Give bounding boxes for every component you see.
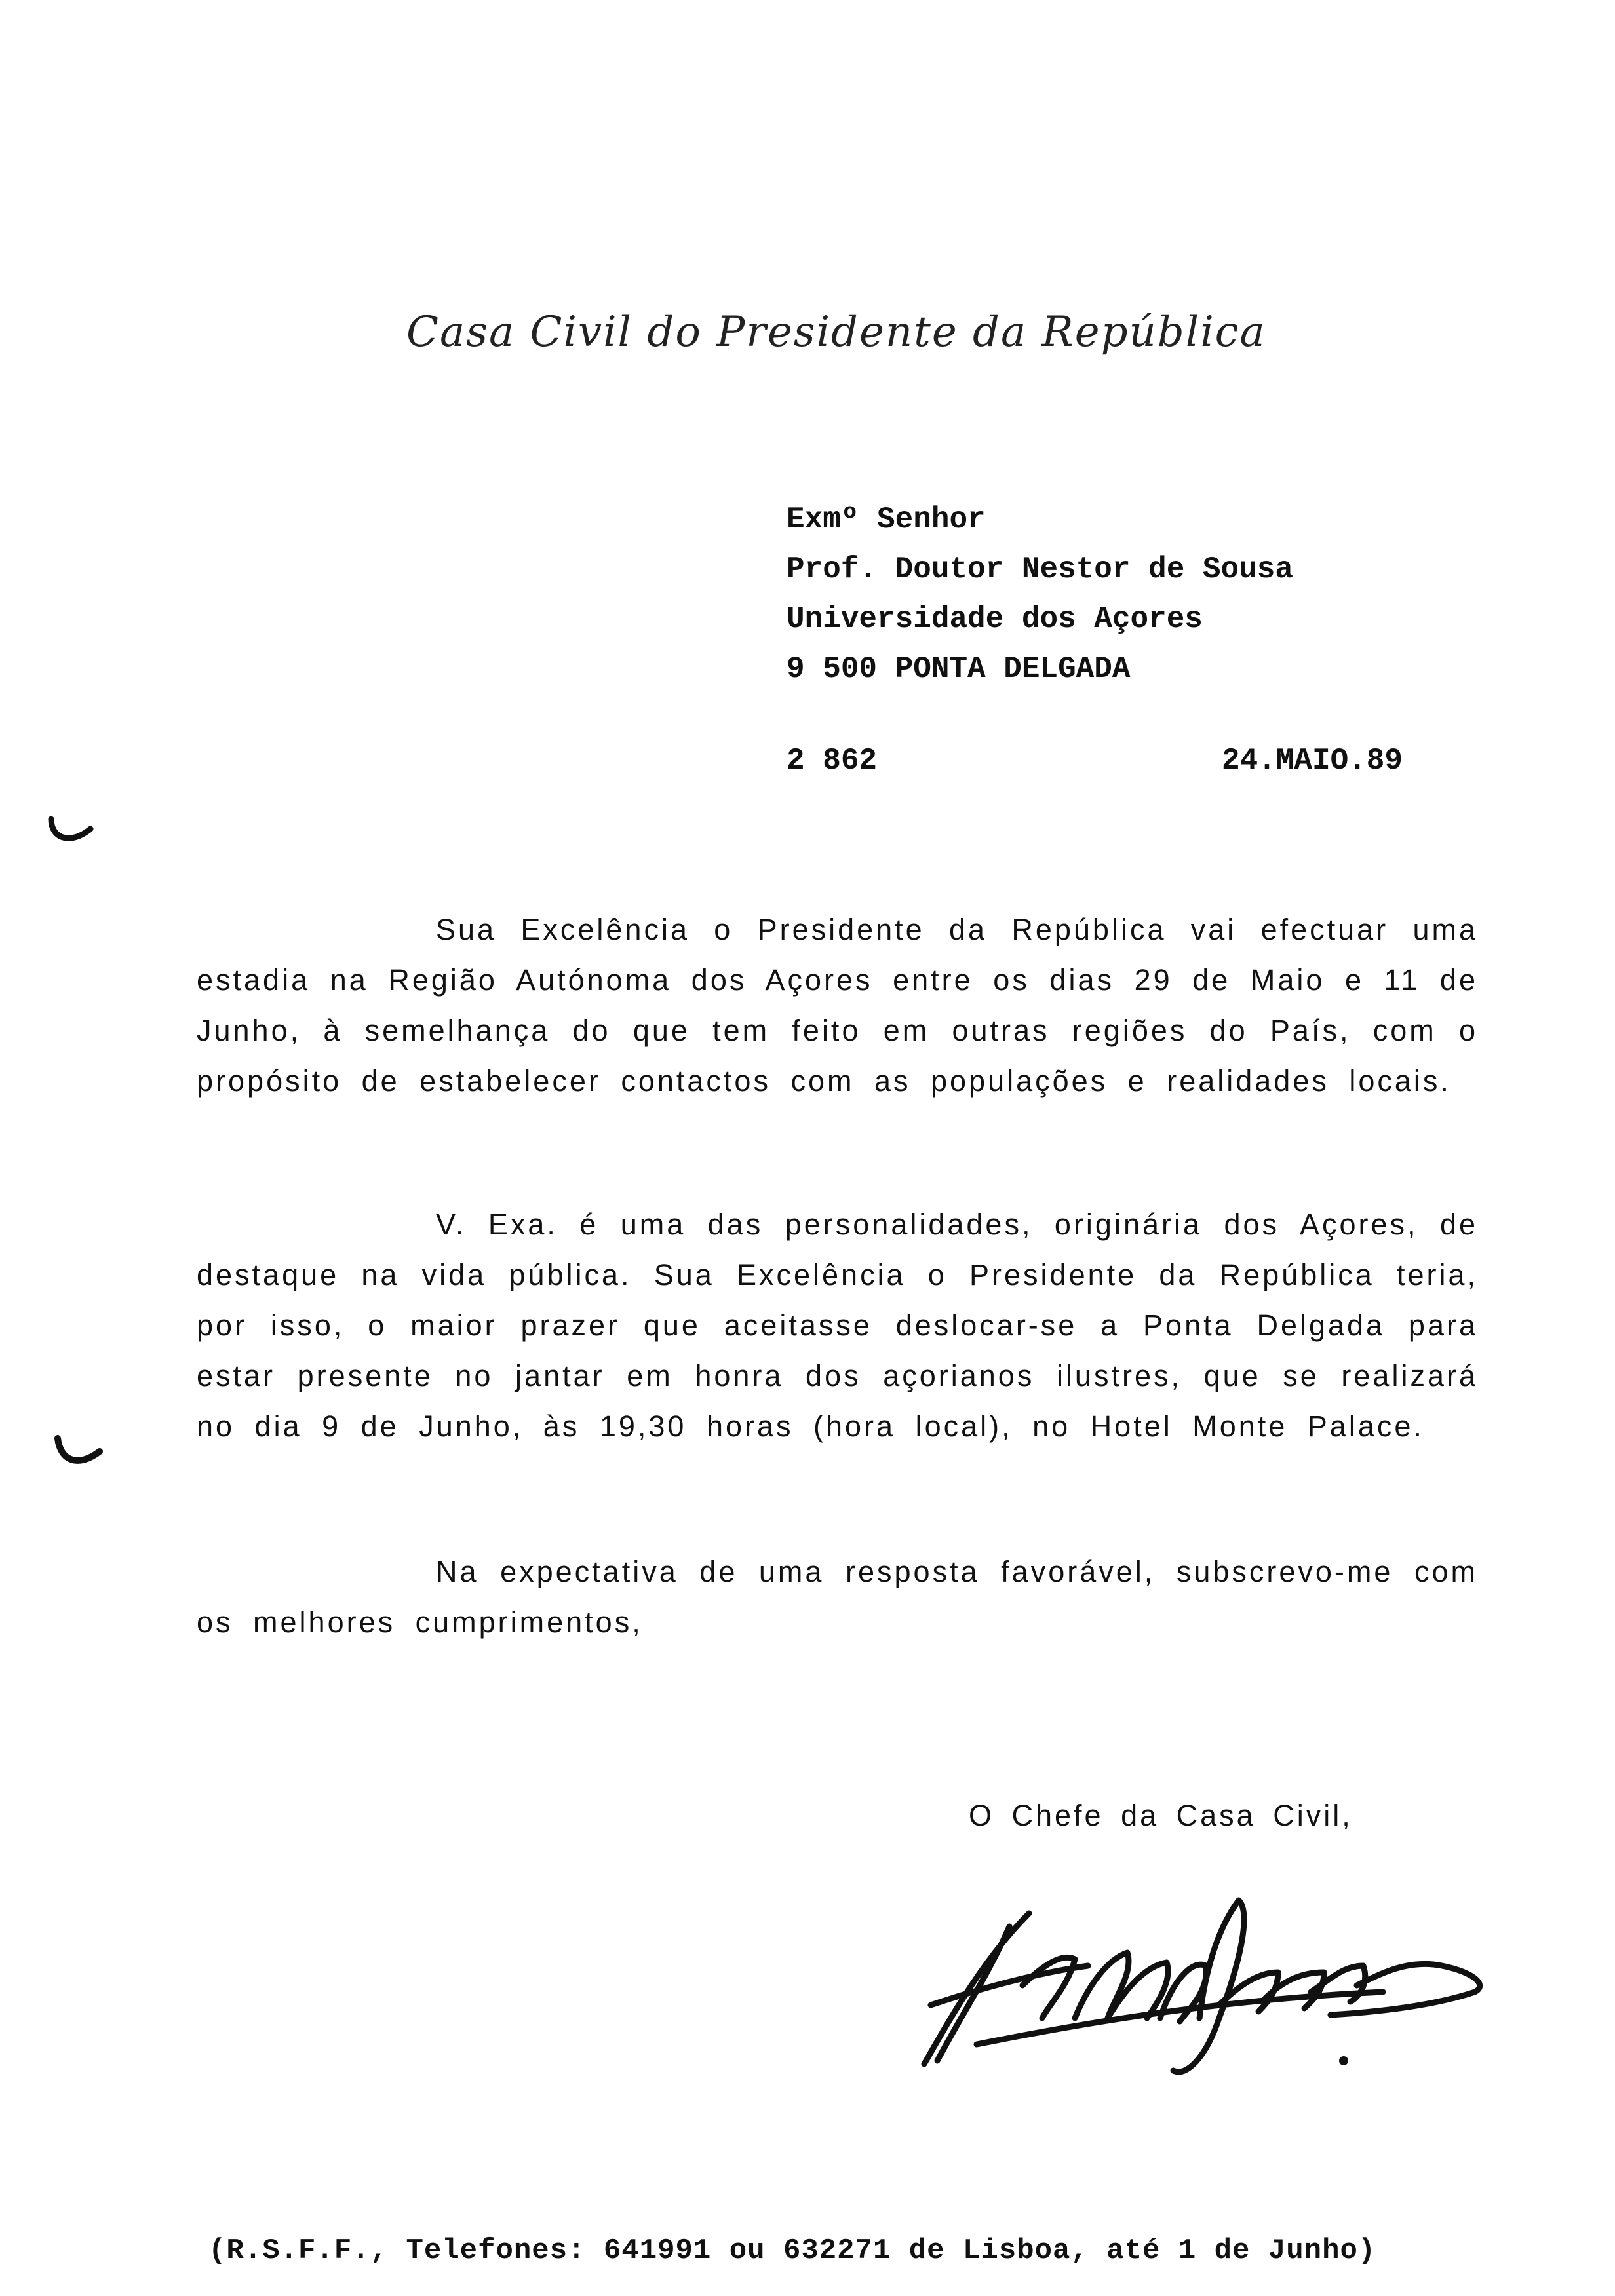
paragraph-text: V. Exa. é uma das personalidades, originária dos Açores, de destaque na vida pública. Sua Excelência o Presidente da República teria, por isso, o maior prazer que aceitasse deslocar-se a Ponta Delgada para estar presente no jantar em honra dos açorianos ilustres, que se realizará no dia 9 de Junho, às 19,30 horas (hora local), no Hotel Monte Palace. — [197, 1208, 1478, 1443]
margin-check-mark — [45, 813, 97, 852]
recipient-address — [787, 495, 1293, 694]
recipient-city: 9 500 PONTA DELGADA — [787, 652, 1131, 686]
body-paragraph-2 — [197, 1199, 1478, 1451]
letter-date: 24.MAIO.89 — [1221, 744, 1403, 778]
paragraph-text: Na expectativa de uma resposta favorável, subscrevo-me com os melhores cumprimentos, — [197, 1555, 1478, 1639]
recipient-salutation: Exmº Senhor — [787, 503, 986, 537]
body-paragraph-3 — [197, 1546, 1478, 1647]
margin-check-mark — [52, 1432, 105, 1478]
reference-number: 2 862 — [787, 744, 878, 778]
paragraph-text: Sua Excelência o Presidente da República vai efectuar uma estadia na Região Autónoma dos Açores entre os dias 29 de Maio e 11 de Junho, à semelhança do que tem feito em outras regiões do País, com o propósito de estabelecer contactos com as populações e realidades locais. — [197, 913, 1478, 1098]
footer-note: (R.S.F.F., Telefones: 641991 ou 632271 de Lisboa, até 1 de Junho) — [208, 2234, 1376, 2267]
reference-line — [787, 744, 1403, 778]
handwritten-signature — [911, 1887, 1501, 2084]
body-paragraph-1 — [197, 904, 1478, 1106]
closing-title: O Chefe da Casa Civil, — [969, 1799, 1353, 1832]
recipient-institution: Universidade dos Açores — [787, 602, 1203, 636]
recipient-name: Prof. Doutor Nestor de Sousa — [787, 552, 1293, 586]
letterhead: Casa Civil do Presidente da República — [406, 308, 1266, 356]
